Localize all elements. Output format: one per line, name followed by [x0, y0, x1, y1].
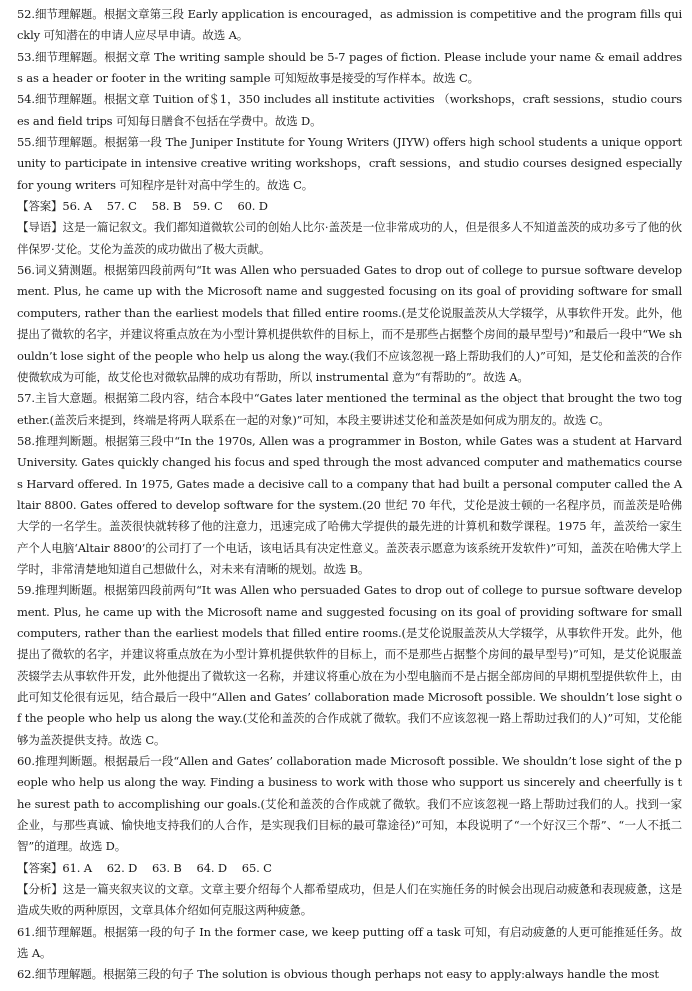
paragraph-q62: 62.细节理解题。根据第三段的句子 The solution is obvious though perhaps not easy to apply:always handle the most — [17, 967, 659, 982]
paragraph-q56: 56.词义猜测题。根据第四段前两句“It was Allen who persuaded Gates to drop out of college to pursue software development. Plus, he came up with the Microsoft name and suggested focusing on its goal of providing software for small computers, rather than the earliest models that filled entire rooms.(是艾伦说服盖茨从大学辍学，从事软件开发。此外，他提出了微软的名字，并建议将重点放在为小型计算机提供软件的目标上，而不是那些占据整个房间的最早型号)”和最后一段中“We shouldn’t lose sight of the people who help us along the way.(我们不应该忽视一路上帮助我们的人)”可知，是艾伦和盖茨的合作使微软成为可能，故艾伦也对微软品牌的成功有帮助，所以 instrumental 意为“有帮助的”。故选 A。 — [17, 263, 682, 384]
paragraph-q57: 57.主旨大意题。根据第二段内容，结合本段中“Gates later mentioned the terminal as the object that brought the two together.(盖茨后来提到，终端是将两人联系在一起的对象)”可知，本段主要讲述艾伦和盖茨是如何成为朋友的。故选 C。 — [17, 391, 682, 427]
analysis-passage-d: 【分析】这是一篇夹叙夹议的文章。文章主要介绍每个人都希望成功，但是人们在实施任务的时候会出现启动疲惫和表现疲惫，这是造成失败的两种原因，文章具体介绍如何克服这两种疲惫。 — [17, 882, 682, 918]
paragraph-q52: 52.细节理解题。根据文章第三段 Early application is encouraged，as admission is competitive and the program fills quickly 可知潜在的申请人应尽早申请。故选 A。 — [17, 7, 682, 43]
answer-key-61-65: 【答案】61. A 62. D 63. B 64. D 65. C — [17, 860, 272, 875]
intro-passage-c: 【导语】这是一篇记叙文。我们都知道微软公司的创始人比尔·盖茨是一位非常成功的人，但是很多人不知道盖茨的成功多亏了他的伙伴保罗·艾伦。艾伦为盖茨的成功做出了极大贡献。 — [17, 220, 682, 256]
paragraph-q61: 61.细节理解题。根据第一段的句子 In the former case, we keep putting off a task 可知，有启动疲惫的人更可能推延任务。故选 A。 — [17, 924, 682, 961]
paragraph-q58: 58.推理判断题。根据第三段中“In the 1970s, Allen was a programmer in Boston, while Gates was a student at Harvard University. Gates quickly changed his focus and sped through the most advanced computer and mathematics courses Harvard offered. In 1975, Gates made a decisive call to a company that had built a personal computer called the Altair 8800. Gates offered to develop software for the system.(20 世纪 70 年代，艾伦是波士顿的一名程序员，而盖茨是哈佛大学的一名学生。盖茨很快就转移了他的注意力，迅速完成了哈佛大学提供的最先进的计算机和数学课程。1975 年，盖茨给一家生产个人电脑‘Altair 8800’的公司打了一个电话，该电话具有决定性意义。盖茨表示愿意为该系统开发软件)”可知，盖茨在哈佛大学上学时，非常清楚地知道自己想做什么，对未来有清晰的规划。故选 B。 — [17, 433, 682, 576]
paragraph-q60: 60.推理判断题。根据最后一段“Allen and Gates’ collaboration made Microsoft possible. We shouldn’t lose sight of the people who help us along the way. Finding a business to work with those who support us sincerely and cheerfully is the surest path to accomplishing our goals.(艾伦和盖茨的合作成就了微软。我们不应该忽视一路上帮助过我们的人。找到一家企业，与那些真诚、愉快地支持我们的人合作，是实现我们目标的最可靠途径)”可知，本段说明了“一个好汉三个帮”、“一人不抵二智”的道理。故选 D。 — [17, 754, 682, 854]
paragraph-q59: 59.推理判断题。根据第四段前两句“It was Allen who persuaded Gates to drop out of college to pursue software development. Plus, he came up with the Microsoft name and suggested focusing on its goal of providing software for small computers, rather than the earliest models that filled entire rooms.(是艾伦说服盖茨从大学辍学，从事软件开发。此外，他提出了微软的名字，并建议将重点放在为小型计算机提供软件的目标上，而不是那些占据整个房间的最早型号)”可知，是艾伦说服盖茨辍学去从事软件开发，此外他提出了微软这一名称，并建议将重心放在为小型电脑而不是占据全部房间的早期机型提供软件上，由此可知艾伦很有远见，结合最后一段中“Allen and Gates’ collaboration made Microsoft possible. We shouldn’t lose sight of the people who help us along the way.(艾伦和盖茨的合作成就了微软。我们不应该忽视一路上帮助过我们的人)”可知，艾伦能够为盖茨提供支持。故选 C。 — [17, 583, 682, 747]
paragraph-q53: 53.细节理解题。根据文章 The writing sample should be 5-7 pages of fiction. Please include your name & email address as a header or footer in the writing sample 可知短故事是接受的写作样本。故选 C。 — [17, 49, 682, 86]
paragraph-q54: 54.细节理解题。根据文章 Tuition of＄1，350 includes all institute activities （workshops，craft sessions，studio courses and field trips 可知每日膳食不包括在学费中。故选 D。 — [17, 92, 682, 128]
paragraph-q55: 55.细节理解题。根据第一段 The Juniper Institute for Young Writers (JIYW) offers high school students a unique opportunity to participate in intensive creative writing workshops，craft sessions，and studio courses designed especially for young writers 可知程序是针对高中学生的。故选 C。 — [17, 135, 682, 192]
answer-key-56-60: 【答案】56. A 57. C 58. B 59. C 60. D — [17, 199, 268, 214]
